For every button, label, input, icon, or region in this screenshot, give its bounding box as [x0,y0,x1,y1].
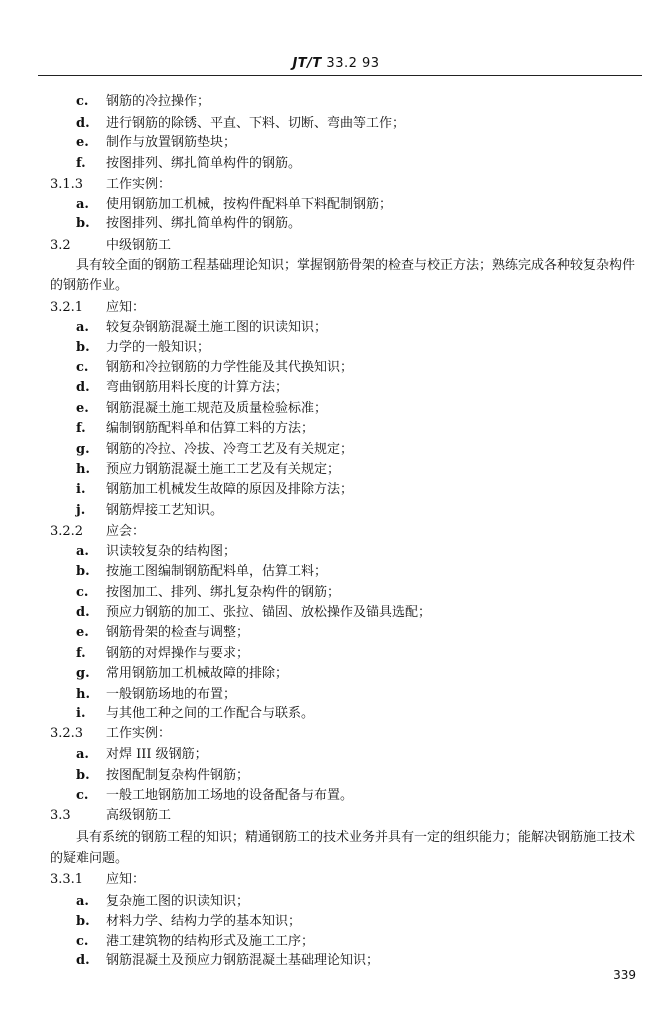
list-item [76,461,340,479]
line-text: 一般工地钢筋加工场地的设备配备与布置。 [106,788,354,803]
list-item [76,913,301,931]
line-text: 钢筋混凝土及预应力钢筋混凝土基础理论知识； [106,953,380,968]
list-item [76,502,223,520]
list-item [76,379,288,397]
line-text: 按图排列、绑扎简单构件的钢筋。 [106,216,302,231]
line-text: 对焊 III 级钢筋； [106,747,208,762]
line-text: 制作与放置钢筋垫块； [106,135,237,150]
line-text: 进行钢筋的除锈、平直、下料、切断、弯曲等工作； [106,116,406,131]
item-letter: c. [76,360,89,375]
header-divider [38,75,642,76]
item-letter: a. [76,320,89,335]
item-letter: f. [76,646,86,661]
list-item [76,705,314,723]
line-text: 按施工图编制钢筋配料单，估算工料； [106,564,328,579]
page-number: 339 [613,968,636,982]
list-item [76,787,353,805]
section-number: 3.3.1 [50,872,84,887]
line-text: 与其他工种之间的工作配合与联系。 [106,706,315,721]
item-letter: c. [76,585,89,600]
running-header [0,56,672,71]
item-letter: i. [76,706,86,721]
line-text: 弯曲钢筋用料长度的计算方法； [106,380,289,395]
standard-number: 33.2 93 [326,56,380,71]
line-text: 一般钢筋场地的布置； [106,687,237,702]
section-heading [50,299,145,317]
item-letter: b. [76,768,90,783]
item-letter: h. [76,462,90,477]
line-text: 应会： [106,524,146,539]
line-text: 按图加工、排列、绑扎复杂构件的钢筋； [106,585,341,600]
paragraph-line [50,277,128,295]
section-heading [50,807,171,825]
list-item [76,624,249,642]
line-text: 预应力钢筋的加工、张拉、锚固、放松操作及锚具选配； [106,605,432,620]
item-letter: e. [76,135,89,150]
item-letter: a. [76,894,89,909]
line-text: 港工建筑物的结构形式及施工工序； [106,934,315,949]
list-item [76,746,208,764]
line-text: 钢筋混凝土施工规范及质量检验标准； [106,401,328,416]
item-letter: d. [76,605,90,620]
item-letter: c. [76,934,89,949]
list-item [76,645,249,663]
list-item [76,481,353,499]
line-text: 钢筋骨架的检查与调整； [106,625,250,640]
section-number: 3.2.3 [50,726,84,741]
list-item [76,359,353,377]
line-text: 按图排列、绑扎简单构件的钢筋。 [106,156,302,171]
line-text: 钢筋的对焊操作与要求； [106,646,250,661]
line-text: 力学的一般知识； [106,340,211,355]
item-letter: g. [76,666,90,681]
item-letter: e. [76,625,89,640]
line-text: 材料力学、结构力学的基本知识； [106,914,302,929]
line-text: 按图配制复杂构件钢筋； [106,768,250,783]
item-letter: a. [76,747,89,762]
list-item [76,563,327,581]
section-heading [50,176,171,194]
line-text: 工作实例： [106,177,172,192]
line-text: 编制钢筋配料单和估算工料的方法； [106,421,315,436]
list-item [76,115,405,133]
line-text: 复杂施工图的识读知识； [106,894,250,909]
list-item [76,952,379,970]
list-item [76,441,353,459]
list-item [76,400,327,418]
line-text: 较复杂钢筋混凝土施工图的识读知识； [106,320,328,335]
list-item [76,155,301,173]
line-text: 常用钢筋加工机械故障的排除； [106,666,289,681]
line-text: 中级钢筋工 [106,238,172,253]
list-item [76,767,249,785]
line-text: 钢筋焊接工艺知识。 [106,503,224,518]
list-item [76,319,327,337]
list-item [76,93,210,111]
list-item [76,215,301,233]
line-text: 预应力钢筋混凝土施工工艺及有关规定； [106,462,341,477]
line-text: 应知： [106,300,146,315]
section-heading [50,725,171,743]
item-letter: b. [76,340,90,355]
line-text: 钢筋的冷拉操作； [106,94,211,109]
list-item [76,543,236,561]
section-heading [50,237,171,255]
item-letter: f. [76,421,86,436]
list-item [76,933,314,951]
line-text: 高级钢筋工 [106,808,172,823]
section-number: 3.1.3 [50,177,84,192]
line-text: 使用钢筋加工机械，按构件配料单下料配制钢筋； [106,197,393,212]
list-item [76,420,314,438]
item-letter: a. [76,197,89,212]
section-number: 3.2.2 [50,524,84,539]
section-heading [50,871,145,889]
item-letter: a. [76,544,89,559]
line-text: 具有较全面的钢筋工程基础理论知识；掌握钢筋骨架的检查与校正方法；熟练完成各种较复杂构件 [76,258,636,273]
section-number: 3.2 [50,238,71,253]
standard-code: JT/T [292,56,322,71]
list-item [76,134,236,152]
list-item [76,604,431,622]
item-letter: d. [76,380,90,395]
line-text: 工作实例： [106,726,172,741]
item-letter: e. [76,401,89,416]
line-text: 具有系统的钢筋工程的知识；精通钢筋工的技术业务并具有一定的组织能力；能解决钢筋施工技术 [76,830,636,845]
section-heading [50,523,145,541]
item-letter: c. [76,94,89,109]
line-text: 的钢筋作业。 [50,278,129,293]
line-text: 钢筋的冷拉、冷拔、冷弯工艺及有关规定； [106,442,354,457]
item-letter: b. [76,914,90,929]
paragraph-line [76,829,635,847]
item-letter: b. [76,564,90,579]
paragraph-line [76,257,635,275]
item-letter: d. [76,953,90,968]
list-item [76,665,288,683]
paragraph-line [50,850,128,868]
list-item [76,339,210,357]
item-letter: j. [76,503,86,518]
item-letter: h. [76,687,90,702]
line-text: 钢筋加工机械发生故障的原因及排除方法； [106,482,354,497]
line-text: 识读较复杂的结构图； [106,544,237,559]
item-letter: d. [76,116,90,131]
section-number: 3.2.1 [50,300,84,315]
item-letter: b. [76,216,90,231]
list-item [76,584,340,602]
item-letter: c. [76,788,89,803]
line-text: 应知： [106,872,146,887]
list-item [76,686,236,704]
line-text: 的疑难问题。 [50,851,129,866]
item-letter: i. [76,482,86,497]
item-letter: f. [76,156,86,171]
list-item [76,196,392,214]
list-item [76,893,249,911]
line-text: 钢筋和冷拉钢筋的力学性能及其代换知识； [106,360,354,375]
section-number: 3.3 [50,808,71,823]
item-letter: g. [76,442,90,457]
